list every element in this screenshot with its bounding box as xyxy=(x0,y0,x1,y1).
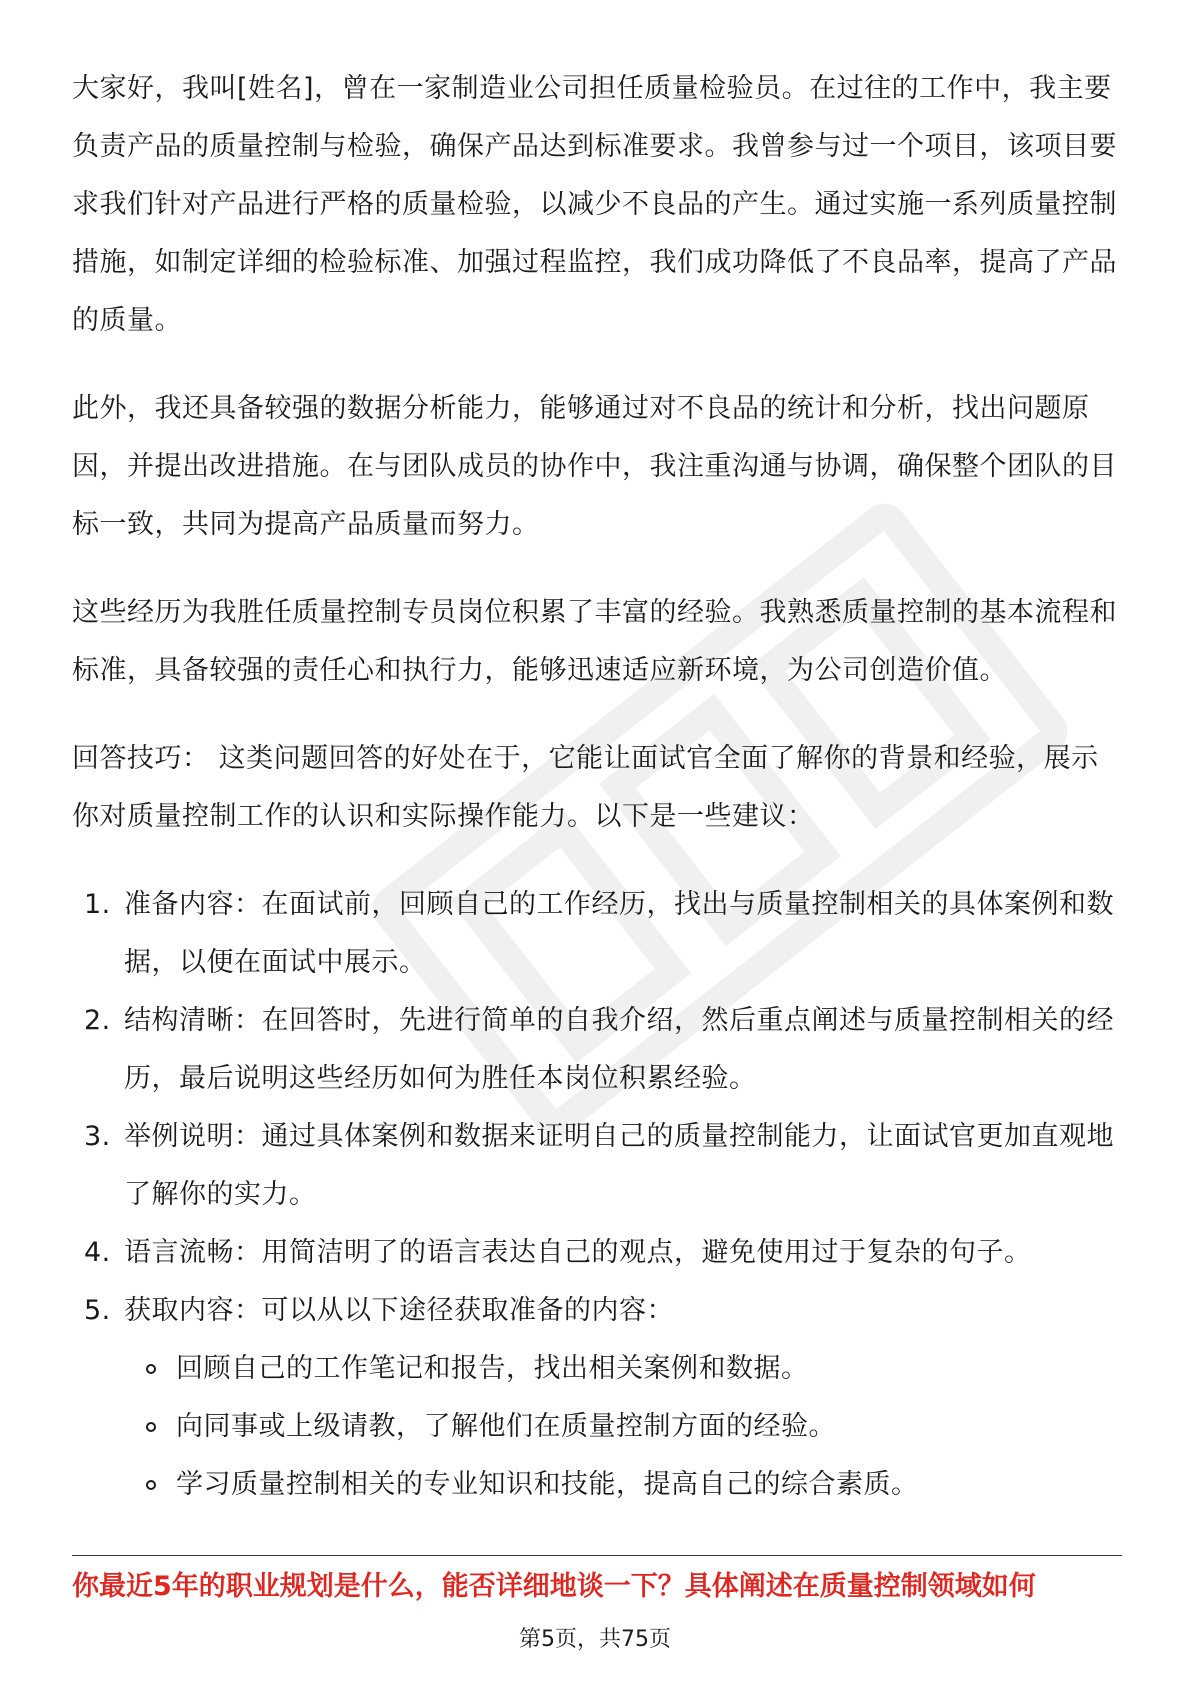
sub-list-item-text: 向同事或上级请教，了解他们在质量控制方面的经验。 xyxy=(176,1411,836,1442)
sub-list-item xyxy=(124,1340,1122,1398)
page-number: 第5页，共75页 xyxy=(519,1627,671,1652)
list-item xyxy=(72,876,1122,992)
sub-list xyxy=(124,1340,1122,1514)
list-item xyxy=(72,1224,1122,1282)
list-number: 4. xyxy=(84,1237,111,1268)
paragraph-summary: 这些经历为我胜任质量控制专员岗位积累了丰富的经验。我熟悉质量控制的基本流程和标准，具备较强的责任心和执行力，能够迅速适应新环境，为公司创造价值。 xyxy=(72,597,1117,686)
list-number: 1. xyxy=(84,889,111,920)
list-item-text: 语言流畅：用简洁明了的语言表达自己的观点，避免使用过于复杂的句子。 xyxy=(124,1237,1032,1268)
sub-list-item-text: 学习质量控制相关的专业知识和技能，提高自己的综合素质。 xyxy=(176,1469,919,1500)
document-body xyxy=(72,60,1122,1514)
list-item xyxy=(72,1108,1122,1224)
next-question-heading: 你最近5年的职业规划是什么，能否详细地谈一下？具体阐述在质量控制领域如何 xyxy=(72,1571,1036,1602)
tips-intro: 回答技巧： 这类问题回答的好处在于，它能让面试官全面了解你的背景和经验，展示你对质量控制工作的认识和实际操作能力。以下是一些建议： xyxy=(72,743,1099,832)
list-item-text: 结构清晰：在回答时，先进行简单的自我介绍，然后重点阐述与质量控制相关的经历，最后说明这些经历如何为胜任本岗位积累经验。 xyxy=(124,1005,1114,1094)
list-number: 2. xyxy=(84,1005,111,1036)
tips-list xyxy=(72,876,1122,1514)
circle-bullet-icon xyxy=(146,1422,156,1432)
list-item-text: 准备内容：在面试前，回顾自己的工作经历，找出与质量控制相关的具体案例和数据，以便在面试中展示。 xyxy=(124,889,1114,978)
circle-bullet-icon xyxy=(146,1364,156,1374)
sub-list-item xyxy=(124,1398,1122,1456)
list-item xyxy=(72,992,1122,1108)
section-divider xyxy=(72,1555,1122,1556)
list-item xyxy=(72,1282,1122,1514)
sub-list-item xyxy=(124,1456,1122,1514)
list-number: 5. xyxy=(84,1295,111,1326)
sub-list-item-text: 回顾自己的工作笔记和报告，找出相关案例和数据。 xyxy=(176,1353,809,1384)
circle-bullet-icon xyxy=(146,1480,156,1490)
paragraph-skills: 此外，我还具备较强的数据分析能力，能够通过对不良品的统计和分析，找出问题原因，并提出改进措施。在与团队成员的协作中，我注重沟通与协调，确保整个团队的目标一致，共同为提高产品质量而努力。 xyxy=(72,393,1117,540)
paragraph-intro: 大家好，我叫[姓名]，曾在一家制造业公司担任质量检验员。在过往的工作中，我主要负责产品的质量控制与检验，确保产品达到标准要求。我曾参与过一个项目，该项目要求我们针对产品进行严格的质量检验，以减少不良品的产生。通过实施一系列质量控制措施，如制定详细的检验标准、加强过程监控，我们成功降低了不良品率，提高了产品的质量。 xyxy=(72,73,1117,336)
list-item-text: 举例说明：通过具体案例和数据来证明自己的质量控制能力，让面试官更加直观地了解你的实力。 xyxy=(124,1121,1114,1210)
list-item-text: 获取内容：可以从以下途径获取准备的内容： xyxy=(124,1295,674,1326)
list-number: 3. xyxy=(84,1121,111,1152)
